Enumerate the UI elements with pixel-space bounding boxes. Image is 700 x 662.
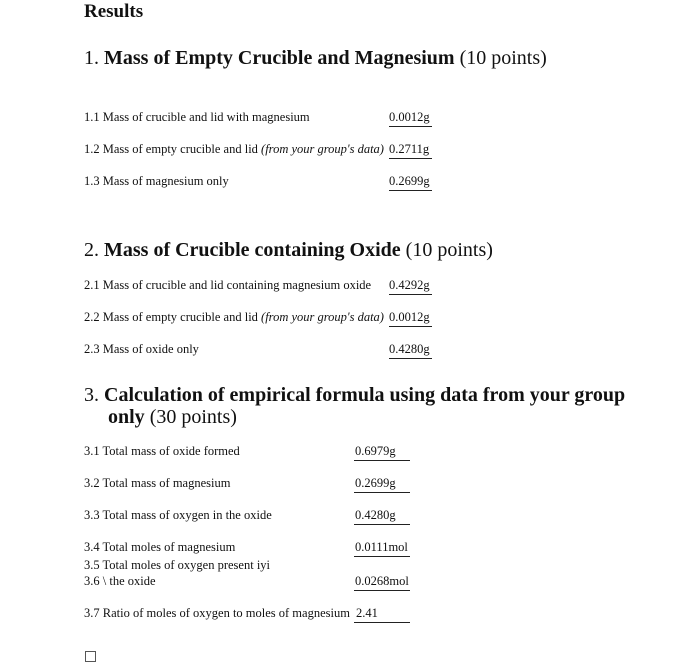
section-1-number: 1. [84,47,99,69]
section-3-heading-line2 [108,406,237,429]
row-3-1-underline [354,460,410,461]
section-1-title: Mass of Empty Crucible and Magnesium [104,47,455,69]
row-3-7-value[interactable]: 2.41 [356,606,378,620]
row-2-2-value[interactable]: 0.0012g [389,310,430,324]
row-2-2-label-note: (from your group's data) [261,310,384,324]
page-title: Results [84,1,144,22]
row-2-1-value[interactable]: 0.4292g [389,278,430,292]
row-1-2-label [84,142,384,157]
row-1-2-label-text: 1.2 Mass of empty crucible and lid [84,142,258,156]
row-3-6-underline [354,590,410,591]
section-2-number: 2. [84,239,99,261]
row-1-1-value[interactable]: 0.0012g [389,110,430,124]
section-3-points: (30 points) [149,406,237,428]
section-3-number: 3. [84,384,99,406]
row-2-3-label: 2.3 Mass of oxide only [84,342,199,356]
row-2-1-underline [389,294,432,295]
row-3-5-label: 3.5 Total moles of oxygen present iyi [84,558,271,572]
row-2-2-label-text: 2.2 Mass of empty crucible and lid [84,310,258,324]
checkbox-icon[interactable] [85,651,96,662]
row-1-3-underline [389,190,432,191]
row-2-2-underline [389,326,432,327]
section-2-points: (10 points) [405,239,493,261]
row-3-2-label: 3.2 Total mass of magnesium [84,476,231,490]
row-3-3-label: 3.3 Total mass of oxygen in the oxide [84,508,272,522]
section-3-title-line1: Calculation of empirical formula using data from your group [104,384,626,406]
row-3-7-underline [354,622,410,623]
section-1-heading [84,47,547,70]
row-2-2-label [84,310,384,325]
row-1-3-label: 1.3 Mass of magnesium only [84,174,229,188]
section-2-heading [84,239,493,262]
row-1-2-value[interactable]: 0.2711g [389,142,430,156]
section-3-heading [84,384,625,407]
row-3-7-label: 3.7 Ratio of moles of oxygen to moles of magnesium [84,606,350,620]
row-3-3-value[interactable]: 0.4280g [355,508,396,522]
row-2-3-value[interactable]: 0.4280g [389,342,430,356]
row-3-3-underline [354,524,410,525]
section-2-title: Mass of Crucible containing Oxide [104,239,401,261]
row-1-2-label-note: (from your group's data) [261,142,384,156]
row-3-6-value[interactable]: 0.0268mol [355,574,409,588]
row-1-1-underline [389,126,432,127]
row-3-2-value[interactable]: 0.2699g [355,476,396,490]
row-1-1-label: 1.1 Mass of crucible and lid with magnesium [84,110,310,124]
row-3-4-underline [354,556,410,557]
row-2-1-label: 2.1 Mass of crucible and lid containing magnesium oxide [84,278,372,292]
row-3-2-underline [354,492,410,493]
row-3-4-label: 3.4 Total moles of magnesium [84,540,236,554]
row-3-1-label: 3.1 Total mass of oxide formed [84,444,240,458]
row-3-4-value[interactable]: 0.0111mol [355,540,408,554]
row-3-6-label: 3.6 \ the oxide [84,574,156,588]
section-3-title-line2: only [108,406,145,428]
row-3-1-value[interactable]: 0.6979g [355,444,396,458]
row-2-3-underline [389,358,432,359]
row-1-3-value[interactable]: 0.2699g [389,174,430,188]
row-1-2-underline [389,158,432,159]
section-1-points: (10 points) [459,47,547,69]
